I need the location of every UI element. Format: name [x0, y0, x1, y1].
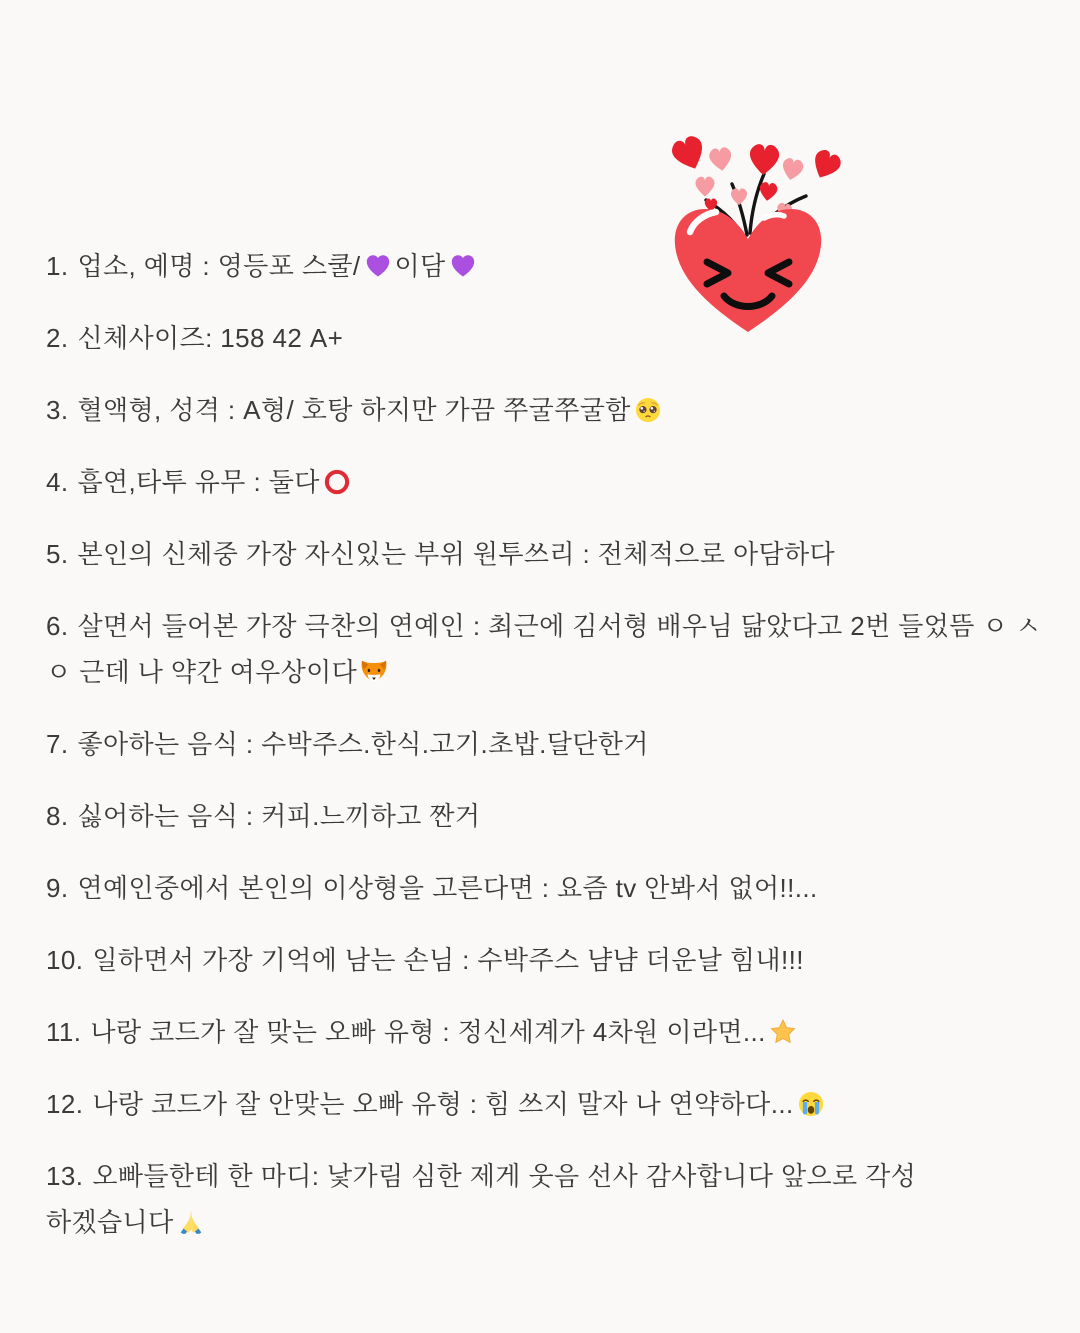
line-text: 흡연,타투 유무 : 둘다	[77, 467, 320, 497]
line-number: 2.	[46, 323, 69, 353]
heavy-circle-emoji	[323, 468, 351, 496]
line-number: 7.	[46, 729, 69, 759]
line-text: 나랑 코드가 잘 안맞는 오빠 유형 : 힘 쓰지 말자 나 연약하다...	[92, 1089, 794, 1119]
line-text: 나랑 코드가 잘 맞는 오빠 유형 : 정신세계가 4차원 이라면...	[90, 1017, 766, 1047]
qa-line	[46, 937, 1044, 983]
line-text: 신체사이즈: 158 42 A+	[77, 323, 344, 353]
pleading-face-emoji	[634, 396, 662, 424]
line-text: 살면서 들어본 가장 극찬의 연예인 : 최근에 김서형 배우님 닮았다고 2번 들었뜸 ㅇ ㅅ ㅇ 근데 나 약간 여우상이다	[46, 611, 1042, 687]
qa-line	[46, 1081, 1044, 1127]
line-number: 5.	[46, 539, 69, 569]
line-text: 혈액형, 성격 : A형/ 호탕 하지만 가끔 쭈굴쭈굴함	[77, 395, 631, 425]
line-number: 1.	[46, 251, 69, 281]
qa-line	[46, 721, 1044, 767]
line-number: 10.	[46, 945, 84, 975]
line-number: 8.	[46, 801, 69, 831]
line-text: 업소, 예명 : 영등포 스쿨/	[77, 251, 361, 281]
line-number: 11.	[46, 1017, 82, 1047]
line-text: 싫어하는 음식 : 커피.느끼하고 짠거	[77, 801, 481, 831]
qa-line	[46, 459, 1044, 505]
qa-line	[46, 793, 1044, 839]
folded-hands-emoji	[177, 1208, 205, 1236]
qa-line	[46, 243, 1044, 289]
line-number: 4.	[46, 467, 69, 497]
star-emoji	[769, 1018, 797, 1046]
fox-face-emoji	[360, 658, 388, 686]
line-text: 오빠들한테 한 마디: 낯가림 심한 제게 웃음 선사 감사합니다 앞으로 각성 하겠습니다	[46, 1161, 917, 1237]
line-number: 3.	[46, 395, 69, 425]
qa-line	[46, 387, 1044, 433]
line-number: 12.	[46, 1089, 84, 1119]
shine-right	[764, 215, 784, 218]
crying-face-emoji	[797, 1090, 825, 1118]
line-text: 좋아하는 음식 : 수박주스.한식.고기.초밥.달단한거	[77, 729, 649, 759]
line-text: 일하면서 가장 기억에 남는 손님 : 수박주스 냠냠 더운날 힘내!!!	[92, 945, 804, 975]
qa-line	[46, 1153, 1044, 1245]
line-number: 13.	[46, 1161, 84, 1191]
line-number: 6.	[46, 611, 69, 641]
line-text: 본인의 신체중 가장 자신있는 부위 원투쓰리 : 전체적으로 아담하다	[77, 539, 836, 569]
qa-line	[46, 531, 1044, 577]
line-text: 이담	[394, 251, 446, 281]
qa-line	[46, 1009, 1044, 1055]
qa-list	[46, 243, 1044, 1271]
qa-line	[46, 315, 1044, 361]
purple-heart-emoji	[449, 252, 477, 280]
qa-line	[46, 865, 1044, 911]
qa-line	[46, 603, 1044, 695]
mini-hearts	[669, 133, 844, 219]
line-number: 9.	[46, 873, 69, 903]
line-text: 연예인중에서 본인의 이상형을 고른다면 : 요즘 tv 안봐서 없어!!...	[77, 873, 818, 903]
purple-heart-emoji	[364, 252, 392, 280]
